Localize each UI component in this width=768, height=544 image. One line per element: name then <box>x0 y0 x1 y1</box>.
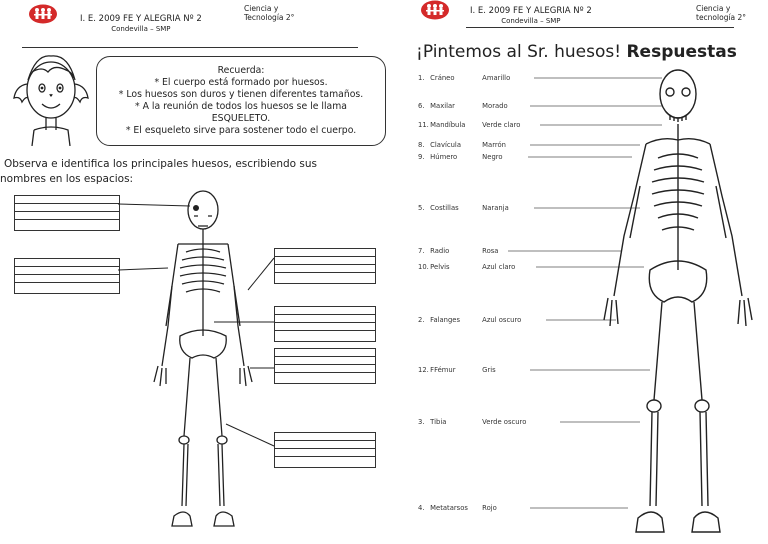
answer-color: Verde claro <box>482 121 521 129</box>
skeleton-figure-left <box>128 186 278 538</box>
instruction-line-2: nombres en los espacios: <box>0 173 134 185</box>
answer-bone: Pelvis <box>430 263 450 271</box>
answer-number: 7. <box>418 247 425 255</box>
answer-bone: Costillas <box>430 204 459 212</box>
answer-color: Rojo <box>482 504 497 512</box>
reminder-title: Recuerda: <box>217 65 265 76</box>
answer-number: 11. <box>418 121 429 129</box>
school-name: I. E. 2009 FE Y ALEGRIA Nº 2 <box>470 6 592 16</box>
title-answers: Respuestas <box>626 42 737 62</box>
answer-color: Amarillo <box>482 74 511 82</box>
answer-bone: Cráneo <box>430 74 455 82</box>
subject-line-1: Ciencia y <box>696 4 731 13</box>
answer-bone: Metatarsos <box>430 504 468 512</box>
school-place: Condevilla – SMP <box>501 17 561 25</box>
answer-color: Azul claro <box>482 263 516 271</box>
answer-color: Gris <box>482 366 496 374</box>
answer-sheet-right <box>400 0 768 544</box>
answer-bone: Maxilar <box>430 102 455 110</box>
reminder-line: ESQUELETO. <box>211 113 271 124</box>
answer-bone: Falanges <box>430 316 461 324</box>
answer-number: 3. <box>418 418 425 426</box>
subject-line-2: Tecnología 2° <box>244 13 295 22</box>
subject-line-2: tecnología 2° <box>696 13 747 22</box>
answer-number: 1. <box>418 74 425 82</box>
answer-number: 5. <box>418 204 425 212</box>
answer-color: Verde oscuro <box>482 418 527 426</box>
answer-number: 2. <box>418 316 425 324</box>
school-place: Condevilla – SMP <box>111 25 171 33</box>
title-main: ¡Pintemos al Sr. huesos! <box>416 42 622 62</box>
answer-bone: FFémur <box>430 366 456 374</box>
answer-bone: Húmero <box>430 153 458 161</box>
answer-number: 4. <box>418 504 425 512</box>
answer-number: 12. <box>418 366 429 374</box>
answer-bone: Clavícula <box>430 141 461 149</box>
answer-bone: Mandíbula <box>430 121 466 129</box>
answer-number: 9. <box>418 153 425 161</box>
answer-bone: Tibia <box>430 418 447 426</box>
subject-line-1: Ciencia y <box>244 4 279 13</box>
reminder-line: * El cuerpo está formado por huesos. <box>154 77 328 88</box>
answer-color: Negro <box>482 153 503 161</box>
answer-color: Marrón <box>482 141 506 149</box>
answer-color: Morado <box>482 102 508 110</box>
school-name: I. E. 2009 FE Y ALEGRIA Nº 2 <box>80 14 202 24</box>
answer-color: Azul oscuro <box>482 316 522 324</box>
answer-color: Naranja <box>482 204 509 212</box>
instruction-line-1: Observa e identifica los principales huesos, escribiendo sus <box>4 158 317 170</box>
reminder-line: * El esqueleto sirve para sostener todo el cuerpo. <box>125 125 357 136</box>
reminder-line: * A la reunión de todos los huesos se le llama <box>135 101 347 112</box>
answer-color: Rosa <box>482 247 499 255</box>
skeleton-figure-right <box>600 66 756 544</box>
reminder-line: * Los huesos son duros y tienen diferentes tamaños. <box>118 89 364 100</box>
answer-bone: Radio <box>430 247 450 255</box>
answer-number: 10. <box>418 263 429 271</box>
answer-number: 8. <box>418 141 425 149</box>
answer-number: 6. <box>418 102 425 110</box>
